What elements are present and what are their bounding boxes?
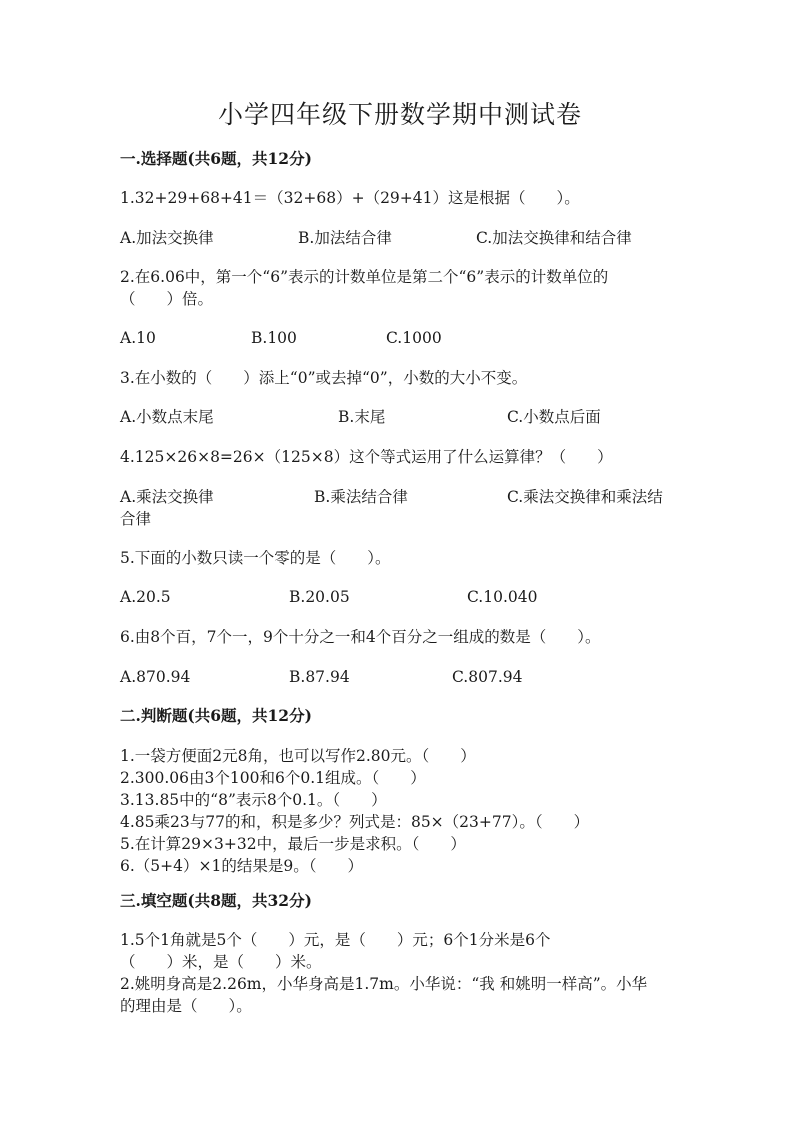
question-1-2-line2: （ ）倍。 bbox=[120, 290, 214, 308]
option-b: B.末尾 bbox=[338, 408, 386, 426]
option-a: A.乘法交换律 bbox=[120, 488, 214, 506]
fill-item-2-line1: 2.姚明身高是2.26m，小华身高是1.7m。小华说：“我 和姚明一样高”。小华 bbox=[120, 975, 648, 993]
page-title: 小学四年级下册数学期中测试卷 bbox=[217, 100, 582, 129]
judge-item-4: 4.85乘23与77的和，积是多少？列式是：85×（23+77）。（ ） bbox=[120, 813, 590, 831]
question-1-2-line1: 2.在6.06中，第一个“6”表示的计数单位是第二个“6”表示的计数单位的 bbox=[120, 268, 609, 286]
option-b: B.87.94 bbox=[289, 668, 350, 686]
option-c: C.1000 bbox=[386, 329, 442, 347]
option-c: C.807.94 bbox=[452, 668, 523, 686]
judge-item-1: 1.一袋方便面2元8角，也可以写作2.80元。（ ） bbox=[120, 747, 476, 765]
option-c-wrap: 合律 bbox=[120, 510, 152, 528]
fill-item-1-line1: 1.5个1角就是5个（ ）元，是（ ）元；6个1分米是6个 bbox=[120, 931, 551, 949]
judge-item-5: 5.在计算29×3+32中，最后一步是求积。（ ） bbox=[120, 835, 466, 853]
option-a: A.10 bbox=[120, 329, 156, 347]
option-b: B.乘法结合律 bbox=[314, 488, 408, 506]
option-c: C.10.040 bbox=[467, 588, 538, 606]
option-b: B.100 bbox=[251, 329, 297, 347]
fill-item-2-line2: 的理由是（ ）。 bbox=[120, 997, 252, 1015]
judge-item-2: 2.300.06由3个100和6个0.1组成。（ ） bbox=[120, 769, 426, 787]
question-1-1: 1.32+29+68+41＝（32+68）+（29+41）这是根据（ ）。 bbox=[120, 189, 580, 207]
judge-item-6: 6.（5+4）×1的结果是9。（ ） bbox=[120, 857, 363, 875]
option-c: C.乘法交换律和乘法结 bbox=[507, 488, 663, 506]
option-c: C.加法交换律和结合律 bbox=[476, 229, 632, 247]
option-a: A.870.94 bbox=[120, 668, 191, 686]
section-heading-fill: 三.填空题(共8题，共32分) bbox=[120, 891, 312, 910]
judge-item-3: 3.13.85中的“8”表示8个0.1。（ ） bbox=[120, 791, 387, 809]
fill-item-1-line2: （ ）米，是（ ）米。 bbox=[120, 953, 322, 971]
section-heading-choice: 一.选择题(共6题，共12分) bbox=[120, 149, 312, 168]
question-1-6: 6.由8个百，7个一，9个十分之一和4个百分之一组成的数是（ ）。 bbox=[120, 628, 601, 646]
option-b: B.加法结合律 bbox=[298, 229, 392, 247]
option-b: B.20.05 bbox=[289, 588, 350, 606]
question-1-3: 3.在小数的（ ）添上“0”或去掉“0”，小数的大小不变。 bbox=[120, 369, 528, 387]
option-a: A.小数点末尾 bbox=[120, 408, 214, 426]
question-1-5: 5.下面的小数只读一个零的是（ ）。 bbox=[120, 549, 391, 567]
section-heading-judge: 二.判断题(共6题，共12分) bbox=[120, 706, 312, 725]
question-1-4: 4.125×26×8=26×（125×8）这个等式运用了什么运算律？（ ） bbox=[120, 448, 613, 466]
option-a: A.加法交换律 bbox=[120, 229, 214, 247]
option-c: C.小数点后面 bbox=[507, 408, 601, 426]
option-a: A.20.5 bbox=[120, 588, 171, 606]
